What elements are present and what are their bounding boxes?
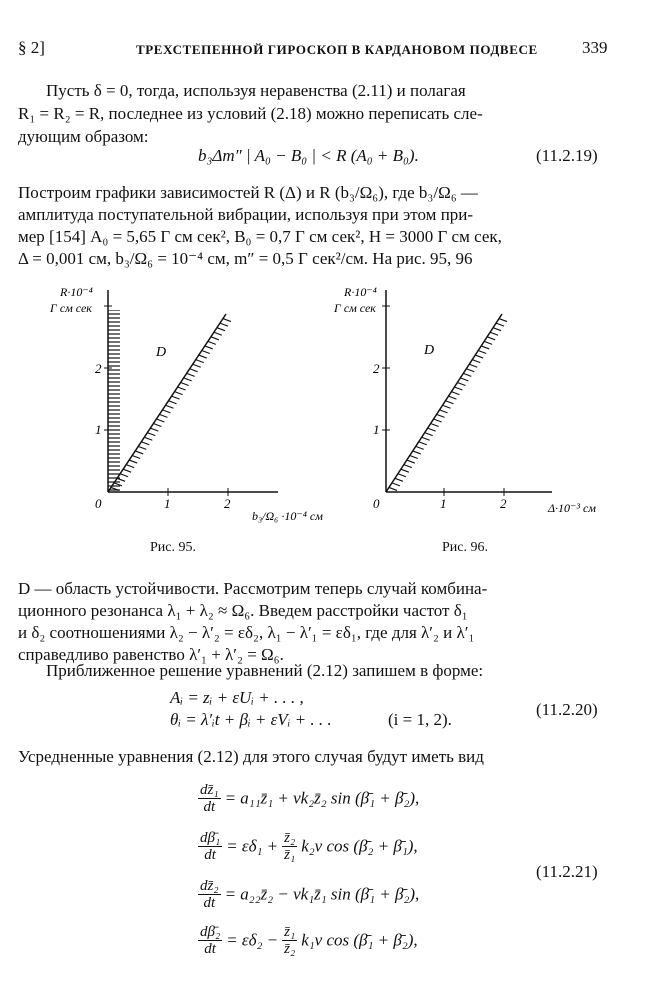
ratio-denominator: z̄₂ bbox=[284, 941, 296, 957]
intro-line-1: Пусть δ = 0, тогда, используя неравенства (2.11) и полагая bbox=[46, 81, 466, 100]
hatch-stroke bbox=[407, 460, 415, 463]
x-tick-2: 2 bbox=[224, 496, 231, 511]
hatch-stroke bbox=[448, 396, 456, 399]
caption-figure-96: Рис. 96. bbox=[442, 540, 488, 555]
hatch-stroke bbox=[181, 382, 189, 385]
hatch-stroke bbox=[141, 442, 149, 445]
x-tick-0: 0 bbox=[373, 496, 380, 511]
hatch-stroke bbox=[472, 360, 480, 363]
diagonal-hatching bbox=[111, 319, 231, 491]
hatch-stroke bbox=[443, 405, 451, 408]
stability-line-3: и δ₂ соотношениями λ₂ − λ′₂ = εδ₂, λ₁ − λ′₁ = εδ₁, где для λ′₂ и λ′₁ bbox=[18, 623, 475, 642]
stability-boundary-vertical bbox=[108, 310, 120, 492]
equation-rhs-a: = εδ₁ + bbox=[226, 836, 279, 856]
running-title: ТРЕХСТЕПЕННОЙ ГИРОСКОП В КАРДАНОВОМ ПОДВЕСЕ bbox=[136, 42, 538, 57]
hatch-stroke bbox=[428, 428, 436, 431]
derivative-numerator: dβ̄₂ bbox=[200, 924, 221, 940]
stability-line-4: справедливо равенство λ′₁ + λ′₂ = Ω₆. bbox=[18, 645, 284, 664]
diagonal-hatching bbox=[389, 319, 507, 491]
hatch-stroke bbox=[202, 351, 210, 354]
section-marker: § 2] bbox=[18, 38, 45, 57]
hatch-stroke bbox=[129, 460, 137, 463]
y-tick-1: 1 bbox=[95, 422, 102, 437]
hatch-stroke bbox=[126, 465, 134, 468]
stability-line-2: ционного резонанса λ₁ + λ₂ ≈ Ω₆. Введем расстройки частот δ₁ bbox=[18, 601, 468, 620]
hatch-stroke bbox=[190, 369, 198, 372]
graphs-line-1: Построим графики зависимостей R (Δ) и R (b₃/Ω₆), где b₃/Ω₆ — bbox=[18, 183, 478, 202]
hatch-stroke bbox=[147, 433, 155, 436]
equation-number-11-2-19: (11.2.19) bbox=[536, 146, 598, 165]
equation-rhs: = a₁₁z̄₁ + νk₂z̄₂ sin (β̄₁ + β̄₂), bbox=[224, 788, 420, 808]
hatch-stroke bbox=[413, 451, 421, 454]
hatch-stroke bbox=[178, 387, 186, 390]
y-tick-1: 1 bbox=[373, 422, 380, 437]
hatch-stroke bbox=[153, 424, 161, 427]
hatch-stroke bbox=[392, 483, 400, 486]
equation-rhs: = a₂₂z̄₂ − νk₁z̄₁ sin (β̄₁ + β̄₂), bbox=[224, 884, 420, 904]
hatch-stroke bbox=[165, 405, 173, 408]
hatch-stroke bbox=[481, 346, 489, 349]
graphs-line-4: Δ = 0,001 см, b₃/Ω₆ = 10⁻⁴ см, m″ = 0,5 Г сек²/см. На рис. 95, 96 bbox=[18, 249, 473, 268]
y-axis-label-2: Г см сек bbox=[50, 301, 92, 315]
hatch-stroke bbox=[217, 328, 225, 331]
hatch-stroke bbox=[454, 387, 462, 390]
hatch-stroke bbox=[132, 455, 140, 458]
hatch-stroke bbox=[159, 414, 167, 417]
derivative-denominator: dt bbox=[204, 941, 216, 957]
stability-boundary-diagonal bbox=[108, 314, 226, 492]
y-axis-label-2: Г см сек bbox=[334, 301, 376, 315]
hatch-stroke bbox=[466, 369, 474, 372]
graphs-line-2: амплитуда поступательной вибрации, используя при этом при- bbox=[18, 205, 474, 224]
ratio-numerator: z̄₂ bbox=[284, 830, 296, 846]
hatch-stroke bbox=[410, 455, 418, 458]
hatch-stroke bbox=[184, 378, 192, 381]
intro-line-3: дующим образом: bbox=[18, 127, 149, 146]
hatch-stroke bbox=[208, 341, 216, 344]
hatch-stroke bbox=[484, 341, 492, 344]
hatch-stroke bbox=[175, 392, 183, 395]
hatch-stroke bbox=[193, 364, 201, 367]
hatch-stroke bbox=[440, 410, 448, 413]
hatch-stroke bbox=[463, 373, 471, 376]
hatch-stroke bbox=[499, 319, 507, 322]
equation-number-11-2-21: (11.2.21) bbox=[536, 862, 598, 881]
hatch-stroke bbox=[389, 487, 397, 490]
region-label-d: D bbox=[156, 345, 167, 360]
equation-11-2-19: b₃Δm″ | A₀ − B₀ | < R (A₀ + B₀). bbox=[198, 146, 419, 165]
approx-solution-line: Приближенное решение уравнений (2.12) запишем в форме: bbox=[46, 661, 484, 680]
hatch-stroke bbox=[404, 465, 412, 468]
derivative-numerator: dz̄₂ bbox=[200, 878, 219, 894]
hatch-stroke bbox=[416, 446, 424, 449]
hatch-stroke bbox=[419, 442, 427, 445]
x-tick-2: 2 bbox=[500, 496, 507, 511]
intro-line-2: R₁ = R₂ = R, последнее из условий (2.18) можно переписать сле- bbox=[18, 104, 483, 123]
hatch-stroke bbox=[395, 478, 403, 481]
hatch-stroke bbox=[475, 355, 483, 358]
y-axis-label-1: R·10⁻⁴ bbox=[344, 285, 377, 299]
region-label-d: D bbox=[424, 343, 435, 358]
graphs-line-3: мер [154] A₀ = 5,65 Г см сек², B₀ = 0,7 Г см сек², H = 3000 Г см сек, bbox=[18, 227, 502, 246]
y-tick-2: 2 bbox=[373, 361, 380, 376]
hatch-stroke bbox=[150, 428, 158, 431]
hatch-stroke bbox=[487, 337, 495, 340]
derivative-denominator: dt bbox=[203, 895, 216, 911]
hatch-stroke bbox=[437, 414, 445, 417]
hatch-stroke bbox=[199, 355, 207, 358]
equation-number-11-2-20: (11.2.20) bbox=[536, 700, 598, 719]
hatch-stroke bbox=[196, 360, 204, 363]
hatch-stroke bbox=[422, 437, 430, 440]
hatch-stroke bbox=[156, 419, 164, 422]
derivative-denominator: dt bbox=[203, 799, 216, 815]
hatch-stroke bbox=[211, 337, 219, 340]
hatch-stroke bbox=[431, 424, 439, 427]
hatch-stroke bbox=[425, 433, 433, 436]
hatch-stroke bbox=[493, 328, 501, 331]
equation-11-2-21-row-4 bbox=[198, 924, 418, 957]
hatch-stroke bbox=[123, 469, 131, 472]
hatch-stroke bbox=[478, 351, 486, 354]
hatch-stroke bbox=[172, 396, 180, 399]
hatch-stroke bbox=[401, 469, 409, 472]
equation-11-2-21-row-3 bbox=[198, 878, 419, 911]
stability-line-1: D — область устойчивости. Рассмотрим теперь случай комбина- bbox=[18, 579, 488, 598]
x-tick-1: 1 bbox=[164, 496, 171, 511]
hatch-stroke bbox=[223, 319, 231, 322]
hatch-stroke bbox=[162, 410, 170, 413]
hatch-stroke bbox=[457, 382, 465, 385]
y-axis-label-1: R·10⁻⁴ bbox=[60, 285, 93, 299]
equation-rhs-a: = εδ₂ − bbox=[226, 930, 279, 950]
hatch-stroke bbox=[220, 323, 228, 326]
hatch-stroke bbox=[398, 474, 406, 477]
hatch-stroke bbox=[460, 378, 468, 381]
equation-rhs-b: k₁ν cos (β̄₁ + β̄₂), bbox=[301, 930, 418, 950]
caption-figure-95: Рис. 95. bbox=[150, 540, 196, 555]
hatch-stroke bbox=[214, 332, 222, 335]
page-number: 339 bbox=[582, 38, 608, 57]
figure-96 bbox=[318, 280, 618, 550]
hatch-stroke bbox=[169, 401, 177, 404]
stability-boundary-diagonal bbox=[386, 314, 502, 492]
x-tick-1: 1 bbox=[440, 496, 447, 511]
hatch-stroke bbox=[138, 446, 146, 449]
equation-11-2-20-line-2: θᵢ = λ′ᵢt + βᵢ + εVᵢ + . . . bbox=[170, 710, 332, 729]
x-tick-0: 0 bbox=[95, 496, 102, 511]
equation-11-2-21-row-1 bbox=[198, 782, 419, 815]
equation-11-2-21-row-2 bbox=[198, 830, 418, 863]
ratio-numerator: z̄₁ bbox=[284, 924, 296, 940]
figure-95 bbox=[40, 280, 330, 550]
equation-11-2-20-line-1: Aᵢ = zᵢ + εUᵢ + . . . , bbox=[170, 688, 304, 707]
hatch-stroke bbox=[451, 392, 459, 395]
hatch-stroke bbox=[496, 323, 504, 326]
averaged-equations-line: Усредненные уравнения (2.12) для этого случая будут иметь вид bbox=[18, 747, 484, 766]
derivative-denominator: dt bbox=[204, 847, 216, 863]
hatch-stroke bbox=[120, 474, 128, 477]
hatch-stroke bbox=[187, 373, 195, 376]
derivative-numerator: dz̄₁ bbox=[200, 782, 219, 798]
hatch-stroke bbox=[445, 401, 453, 404]
hatch-stroke bbox=[469, 364, 477, 367]
equation-rhs-b: k₂ν cos (β̄₂ + β̄₁), bbox=[301, 836, 418, 856]
x-axis-label: Δ·10⁻³ см bbox=[548, 501, 596, 515]
equation-11-2-20-condition: (i = 1, 2). bbox=[388, 710, 452, 729]
hatch-stroke bbox=[490, 332, 498, 335]
x-axis-label: b₃/Ω₆ ·10⁻⁴ см bbox=[252, 509, 323, 523]
y-tick-2: 2 bbox=[95, 361, 102, 376]
hatch-stroke bbox=[144, 437, 152, 440]
hatch-stroke bbox=[205, 346, 213, 349]
ratio-denominator: z̄₁ bbox=[284, 847, 296, 863]
derivative-numerator: dβ̄₁ bbox=[200, 830, 221, 846]
hatch-stroke bbox=[135, 451, 143, 454]
hatch-stroke bbox=[434, 419, 442, 422]
